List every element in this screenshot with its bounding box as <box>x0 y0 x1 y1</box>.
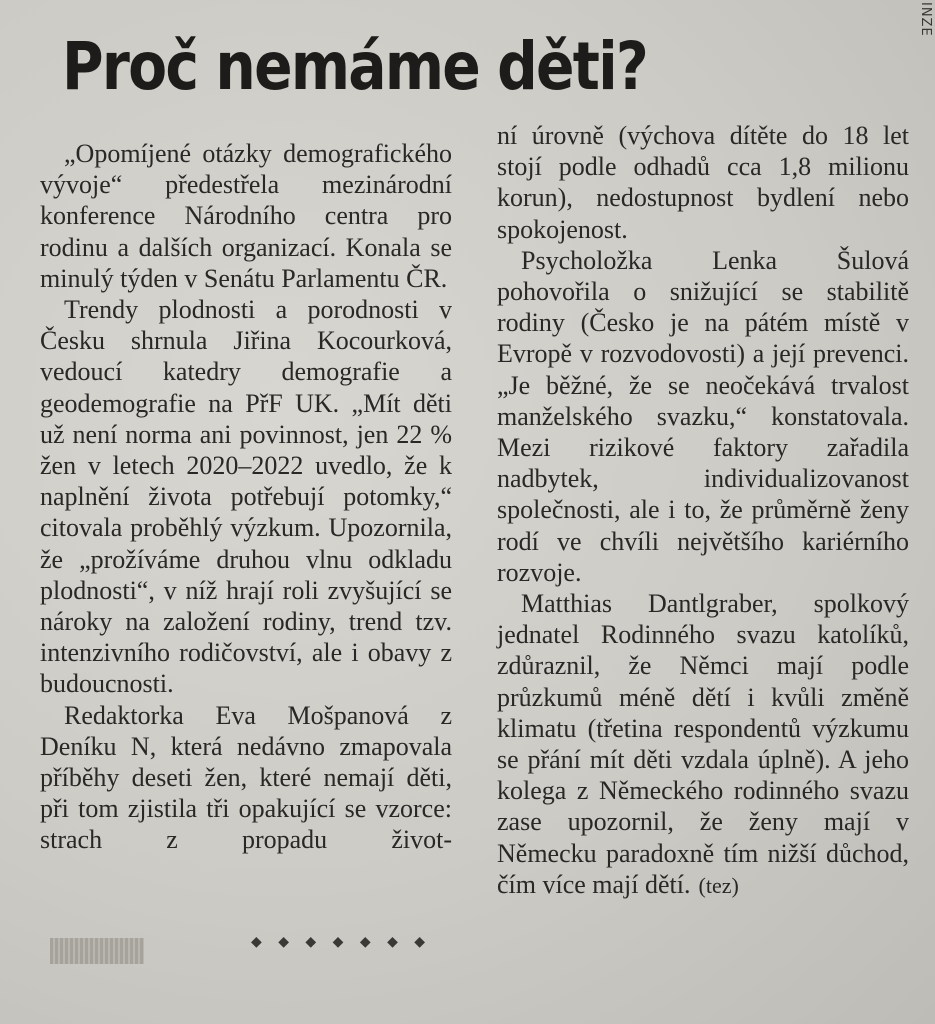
paragraph-sulova: Psycholožka Lenka Šulová pohovořila o snižující se stabilitě rodiny (Česko je na pátém místě v Evropě v rozvodovosti) a její prevenci. „Je běžné, že se neočekává trvalost manželského svazku,“ konstatovala. Mezi rizikové faktory zařadila nadbytek, individualizovanost společnosti, ale i to, že průměrně ženy rodí ve chvíli největšího kariérního rozvoje. <box>497 245 909 587</box>
paragraph-continuation: ní úrovně (výchova dítěte do 18 let stojí podle odhadů cca 1,8 milionu korun), nedostupnost bydlení nebo spokojenost. <box>497 121 909 244</box>
author-signature: (tez) <box>698 872 739 898</box>
article-headline: Proč nemáme děti? <box>62 28 648 105</box>
printer-mark-strip <box>50 938 144 964</box>
paragraph-mospanova: Redaktorka Eva Mošpanová z Deníku N, která nedávno zmapovala příběhy deseti žen, které nemají děti, při tom zjistila tři opakující se vzorce: strach z propadu život- <box>40 700 452 855</box>
paragraph-kocourkova: Trendy plodnosti a porodnosti v Česku shrnula Jiřina Kocourková, vedoucí katedry demografie a geodemografie na PřF UK. „Mít děti už není norma ani povinnost, jen 22 % žen v letech 2020–2022 uvedlo, že k naplnění života potřebují potomky,“ citovala proběhlý výzkum. Upozornila, že „prožíváme druhou vlnu odkladu plodnosti“, v níž hrají roli zvyšující se nároky na založení rodiny, trend tzv. intenzivního rodičovství, ale i obavy z budoucnosti. <box>40 295 452 699</box>
paragraph-dantlgraber <box>497 588 909 901</box>
left-column <box>40 138 452 856</box>
paragraph-intro: „Opomíjené otázky demografického vývoje“ předestřela mezinárodní konference Národního centra pro rodinu a dalších organizací. Konala se minulý týden v Senátu Parlamentu ČR. <box>40 139 452 293</box>
side-label: INZE <box>918 2 933 37</box>
right-column <box>497 120 909 901</box>
paragraph-dantlgraber-text: Matthias Dantlgraber, spolkový jednatel Rodinného svazu katolíků, zdůraznil, že Němci mají podle průzkumů méně dětí i kvůli změně klimatu (třetina respondentů výzkumu se přání mít děti vzdala úplně). A jeho kolega z Německého rodinného svazu zase upozornil, že ženy mají v Německu paradoxně tím nižší důchod, čím více mají dětí. <box>497 589 909 899</box>
ornament-dots: ◆ ◆ ◆ ◆ ◆ ◆ ◆ <box>251 934 432 950</box>
